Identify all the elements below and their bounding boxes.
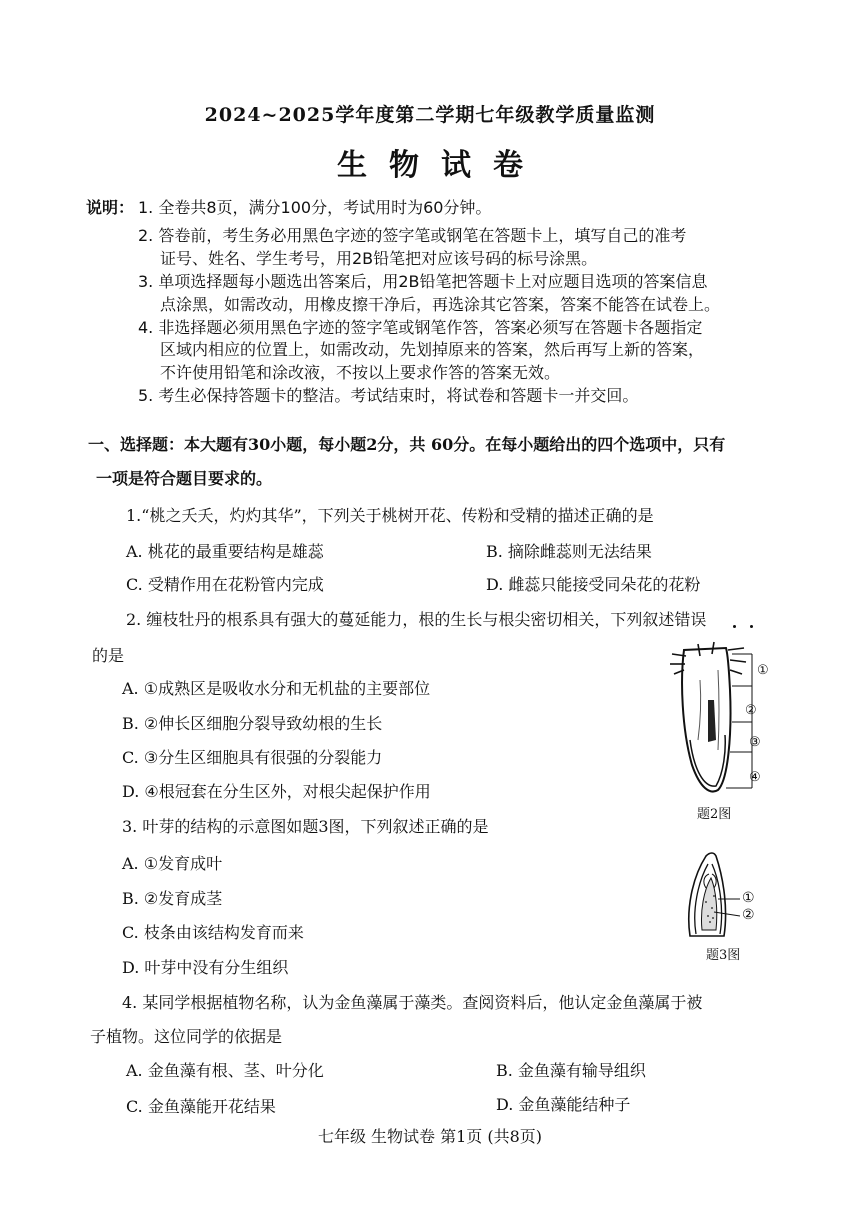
page-footer: 七年级 生物试卷 第1页 (共8页) [317, 1127, 543, 1146]
question-2-option-a: A. ①成熟区是吸收水分和无机盐的主要部位 [122, 679, 431, 698]
instruction-line: 3. 单项选择题每小题选出答案后，用2B铅笔把答题卡上对应题目选项的答案信息 [138, 272, 708, 291]
question-2-stem-cont: 的是 [92, 646, 125, 665]
section-heading-cont: 一项是符合题目要求的。 [96, 469, 273, 488]
question-4-option-d: D. 金鱼藻能结种子 [496, 1095, 631, 1114]
question-1-option-a: A. 桃花的最重要结构是雄蕊 [126, 542, 324, 561]
question-2-stem: 2. 缠枝牡丹的根系具有强大的蔓延能力，根的生长与根尖密切相关，下列叙述错误 [126, 610, 707, 629]
fig2-caption: 题2图 [697, 807, 732, 822]
question-3-stem: 3. 叶芽的结构的示意图如题3图，下列叙述正确的是 [122, 817, 489, 836]
instruction-line: 点涂黑，如需改动，用橡皮擦干净后，再选涂其它答案，答案不能答在试卷上。 [160, 295, 721, 314]
instruction-line: 区域内相应的位置上，如需改动，先划掉原来的答案，然后再写上新的答案， [160, 340, 705, 359]
question-1-option-c: C. 受精作用在花粉管内完成 [126, 575, 324, 594]
question-1-option-d: D. 雌蕊只能接受同朵花的花粉 [486, 575, 701, 594]
subject-title: 生物试卷 [337, 148, 545, 183]
question-3-option-d: D. 叶芽中没有分生组织 [122, 958, 289, 977]
fig2-label: ④ [749, 770, 761, 785]
fig3-caption: 题3图 [706, 948, 741, 963]
emphasis-dot [733, 625, 736, 628]
section-heading: 一、选择题：本大题有30小题，每小题2分，共 60分。在每小题给出的四个选项中，只有 [88, 435, 726, 454]
question-3-option-a: A. ①发育成叶 [122, 854, 223, 873]
question-2-option-c: C. ③分生区细胞具有很强的分裂能力 [122, 748, 383, 767]
question-2-option-d: D. ④根冠套在分生区外，对根尖起保护作用 [122, 782, 431, 801]
question-4-option-a: A. 金鱼藻有根、茎、叶分化 [126, 1061, 324, 1080]
instruction-line: 4. 非选择题必须用黑色字迹的签字笔或钢笔作答，答案必须写在答题卡各题指定 [138, 318, 703, 337]
instruction-line: 证号、姓名、学生考号，用2B铅笔把对应该号码的标号涂黑。 [160, 249, 598, 268]
instruction-line: 2. 答卷前，考生务必用黑色字迹的签字笔或钢笔在答题卡上，填写自己的准考 [138, 226, 687, 245]
question-4-stem-cont: 子植物。这位同学的依据是 [90, 1027, 283, 1046]
fig2-label: ① [757, 663, 769, 678]
question-4-stem: 4. 某同学根据植物名称，认为金鱼藻属于藻类。查阅资料后，他认定金鱼藻属于被 [122, 993, 703, 1012]
fig3-label: ① [742, 890, 755, 906]
exam-title: 2024~2025学年度第二学期七年级教学质量监测 [204, 104, 656, 126]
question-4-option-c: C. 金鱼藻能开花结果 [126, 1097, 276, 1116]
question-1-stem: 1.“桃之夭夭，灼灼其华”，下列关于桃树开花、传粉和受精的描述正确的是 [126, 506, 654, 525]
instruction-line: 5. 考生必保持答题卡的整洁。考试结束时，将试卷和答题卡一并交回。 [138, 386, 639, 405]
question-3-option-b: B. ②发育成茎 [122, 889, 223, 908]
fig3-label: ② [742, 907, 755, 923]
question-4-option-b: B. 金鱼藻有输导组织 [496, 1061, 646, 1080]
question-1-option-b: B. 摘除雌蕊则无法结果 [486, 542, 652, 561]
question-3-option-c: C. 枝条由该结构发育而来 [122, 923, 304, 942]
question-2-option-b: B. ②伸长区细胞分裂导致幼根的生长 [122, 714, 383, 733]
fig2-label: ② [745, 703, 757, 718]
emphasis-dot [750, 625, 753, 628]
instruction-line: 不许使用铅笔和涂改液，不按以上要求作答的答案无效。 [160, 363, 561, 382]
instruction-line: 1. 全卷共8页，满分100分，考试用时为60分钟。 [138, 198, 492, 217]
instructions-label: 说明： [86, 198, 135, 217]
fig2-label: ③ [749, 735, 761, 750]
